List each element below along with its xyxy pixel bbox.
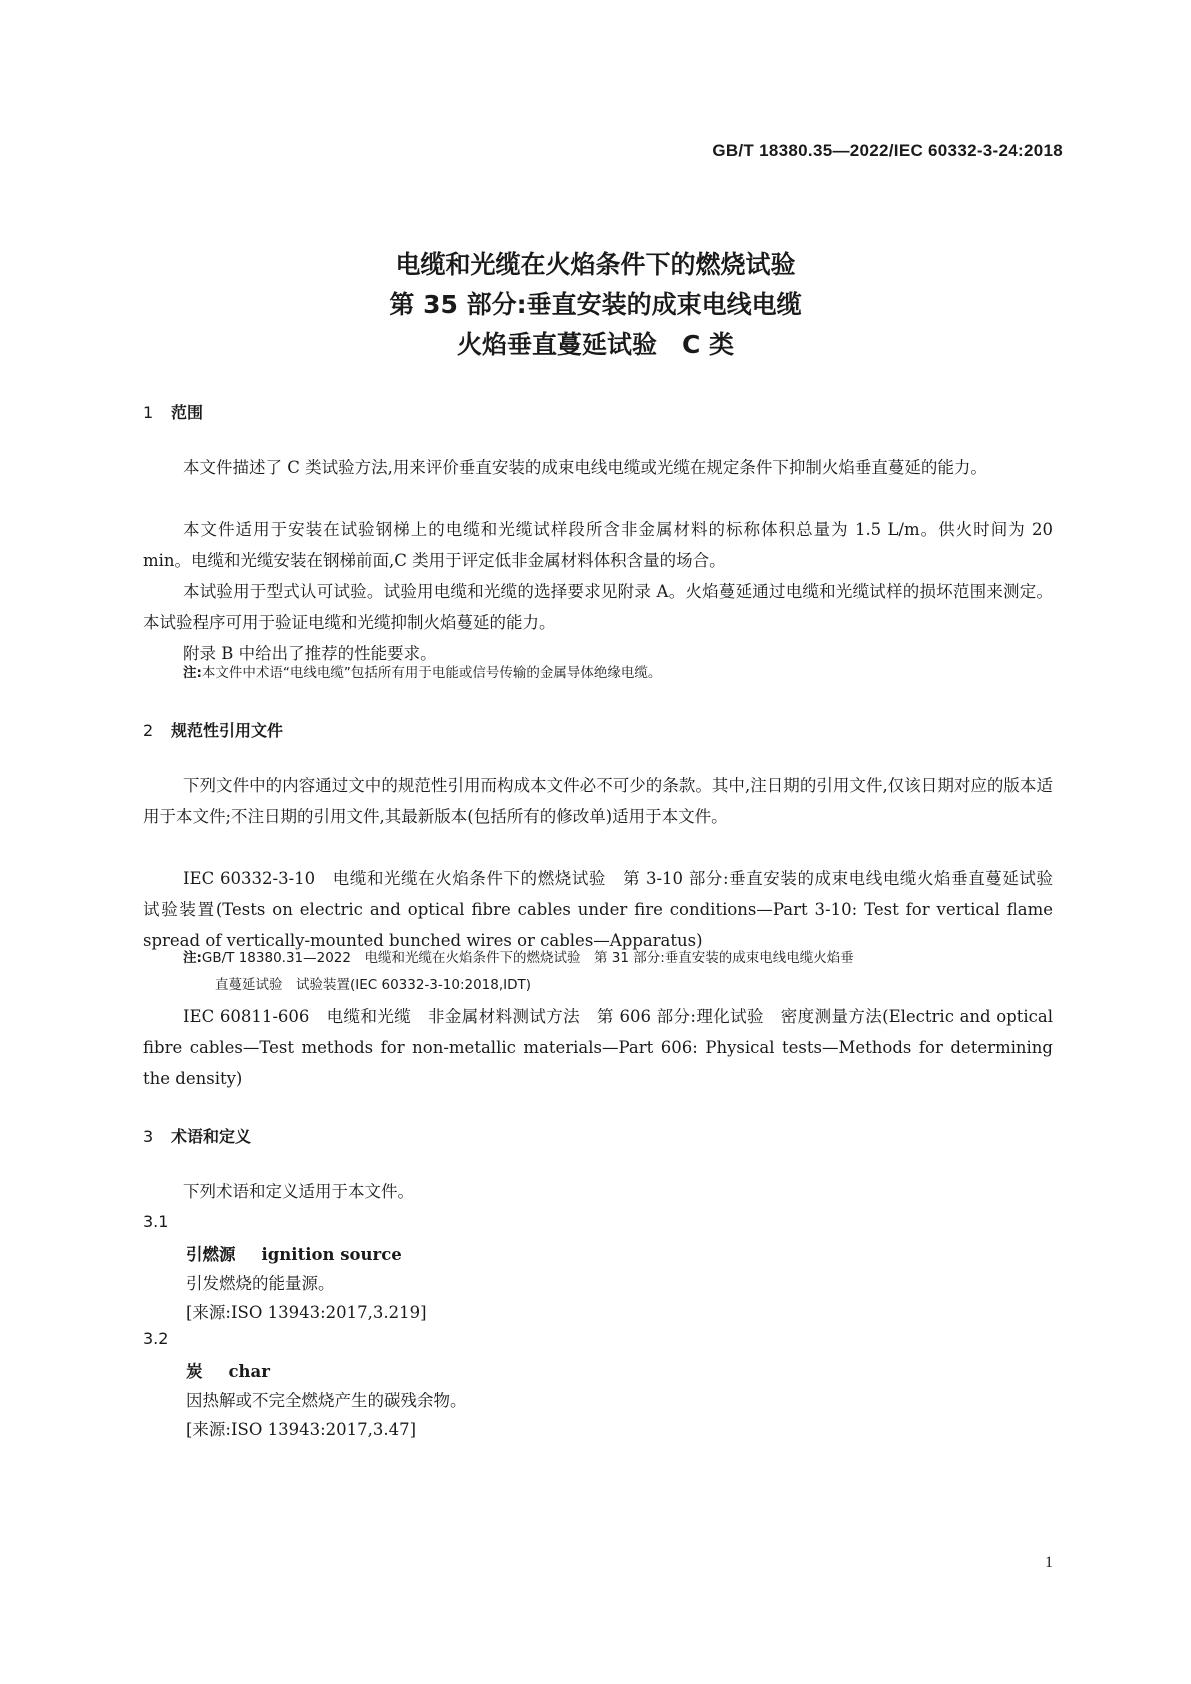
term-heading	[186, 1241, 402, 1265]
title-line-1: 电缆和光缆在火焰条件下的燃烧试验	[395, 250, 796, 279]
term-number: 3.2	[143, 1329, 169, 1348]
section-3-intro: 下列术语和定义适用于本文件。	[183, 1182, 414, 1201]
section-1-paragraph-3: 本试验用于型式认可试验。试验用电缆和光缆的选择要求见附录 A。火焰蔓延通过电缆和光缆试样的损坏范围来测定。本试验程序可用于验证电缆和光缆抑制火焰蔓延的能力。	[143, 582, 1053, 632]
note-text: 本文件中术语“电线电缆”包括所有用于电能或信号传输的金属导体绝缘电缆。	[201, 665, 662, 681]
section-1-heading	[143, 400, 203, 423]
term-definition: 引发燃烧的能量源。	[186, 1274, 335, 1293]
standard-code: GB/T 18380.35—2022/IEC 60332-3-24:2018	[712, 141, 1063, 160]
section-1-paragraph-1: 本文件描述了 C 类试验方法,用来评价垂直安装的成束电线电缆或光缆在规定条件下抑制火焰垂直蔓延的能力。	[183, 458, 987, 477]
term-source: [来源:ISO 13943:2017,3.219]	[186, 1303, 427, 1322]
term-heading	[186, 1358, 270, 1382]
section-number: 1	[143, 403, 154, 422]
reference-iec-60811-606: IEC 60811-606 电缆和光缆 非金属材料测试方法 第 606 部分:理化试验 密度测量方法(Electric and optical fibre cables—Test methods for non-metallic materials—Part 606: Physical tests—Methods for determining the density)	[143, 1007, 1053, 1088]
section-1-paragraph-4: 附录 B 中给出了推荐的性能要求。	[183, 644, 437, 663]
section-number: 2	[143, 721, 154, 740]
term-english: char	[228, 1362, 270, 1381]
section-2-heading	[143, 718, 283, 741]
section-1-note	[183, 660, 1053, 687]
section-number: 3	[143, 1127, 154, 1146]
note-label: 注:	[183, 950, 202, 966]
section-title: 术语和定义	[171, 1127, 252, 1146]
section-3-heading	[143, 1124, 251, 1147]
document-title	[0, 245, 1191, 365]
note-line-2: 直蔓延试验 试验装置(IEC 60332-3-10:2018,IDT)	[215, 977, 532, 993]
term-name: 引燃源	[186, 1245, 236, 1264]
title-line-2: 第 35 部分:垂直安装的成束电线电缆	[389, 290, 802, 319]
note-row-1	[183, 945, 1053, 972]
term-english: ignition source	[261, 1245, 402, 1264]
note-line-1: GB/T 18380.31—2022 电缆和光缆在火焰条件下的燃烧试验 第 31 部分:垂直安装的成束电线电缆火焰垂	[201, 950, 854, 966]
term-name: 炭	[186, 1362, 203, 1381]
term-definition: 因热解或不完全燃烧产生的碳残余物。	[186, 1391, 467, 1410]
note-label: 注:	[183, 665, 202, 681]
title-line-3: 火焰垂直蔓延试验 C 类	[456, 330, 735, 359]
section-title: 范围	[171, 403, 204, 422]
section-2-note	[183, 945, 1053, 999]
term-source: [来源:ISO 13943:2017,3.47]	[186, 1420, 417, 1439]
term-number: 3.1	[143, 1212, 169, 1231]
page-number: 1	[1045, 1554, 1053, 1571]
section-2-paragraph-1: 下列文件中的内容通过文中的规范性引用而构成本文件必不可少的条款。其中,注日期的引用文件,仅该日期对应的版本适用于本文件;不注日期的引用文件,其最新版本(包括所有的修改单)适用于本文件。	[143, 776, 1053, 826]
reference-iec-60332-3-10: IEC 60332-3-10 电缆和光缆在火焰条件下的燃烧试验 第 3-10 部分:垂直安装的成束电线电缆火焰垂直蔓延试验 试验装置(Tests on electric and optical fibre cables under fire conditions—Part 3-10: Test for vertical flame spread of vertically-mounted bunched wires or cables—Apparatus)	[143, 869, 1070, 950]
section-1-paragraph-2: 本文件适用于安装在试验钢梯上的电缆和光缆试样段所含非金属材料的标称体积总量为 1.5 L/m。供火时间为 20 min。电缆和光缆安装在钢梯前面,C 类用于评定低非金属材料体积含量的场合。	[143, 520, 1053, 570]
section-title: 规范性引用文件	[171, 721, 284, 740]
